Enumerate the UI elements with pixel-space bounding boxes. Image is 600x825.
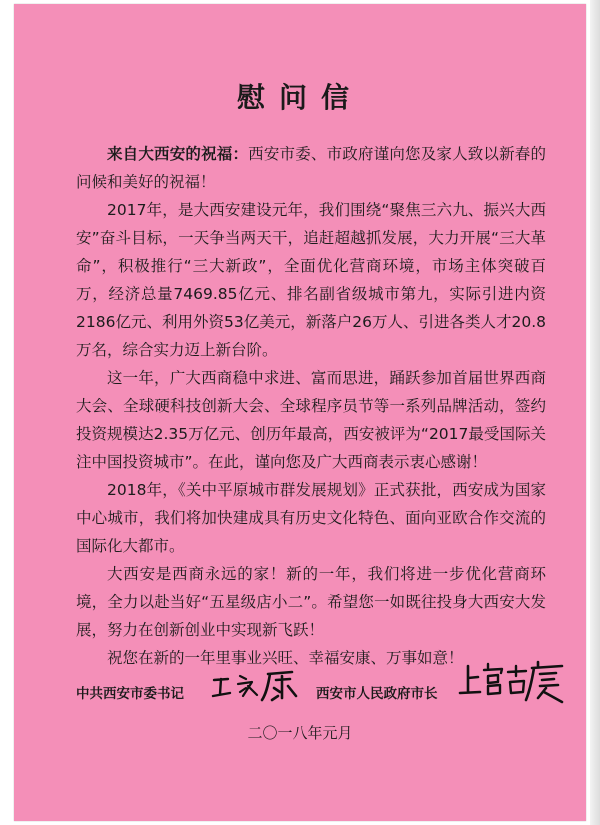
scan-edge <box>590 0 600 825</box>
letter-date: 二〇一八年元月 <box>247 724 353 742</box>
signature-row <box>76 670 556 720</box>
mayor-title: 西安市人民政府市长 <box>316 686 438 702</box>
greeting-lead: 来自大西安的祝福： <box>107 145 249 163</box>
party-secretary-title: 中共西安市委书记 <box>76 686 184 702</box>
mayor-signature <box>458 656 568 710</box>
letter-sheet <box>14 4 586 821</box>
party-secretary-signature <box>210 666 302 708</box>
greeting-paragraph <box>76 140 546 196</box>
letter-title: 慰问信 <box>236 81 363 114</box>
paragraph-home: 大西安是西商永远的家！新的一年，我们将进一步优化营商环境，全力以赴当好“五星级店小二”。希望您一如既往投身大西安大发展，努力在创新创业中实现新飞跃！ <box>76 565 546 639</box>
paragraph-xishang: 这一年，广大西商稳中求进、富而思进，踊跃参加首届世界西商大会、全球硬科技创新大会、全球程序员节等一系列品牌活动，签约投资规模达2.35万亿元、创历年最高，西安被评为“2017最受国际关注中国投资城市”。在此，谨向您及广大西商表示衷心感谢！ <box>76 369 546 471</box>
letter-body <box>76 140 546 672</box>
greeting-text: 西安市委、市政府谨向您及家人致以新春的问候和美好的祝福！ <box>76 145 546 191</box>
paragraph-2018: 2018年，《关中平原城市群发展规划》正式获批，西安成为国家中心城市，我们将加快建成具有历史文化特色、面向亚欧合作交流的国际化大都市。 <box>76 481 546 555</box>
paragraph-2017: 2017年，是大西安建设元年，我们围绕“聚焦三六九、振兴大西安”奋斗目标，一天争当两天干，追赶超越抓发展，大力开展“三大革命”，积极推行“三大新政”，全面优化营商环境，市场主体突破百万，经济总量7469.85亿元、排名副省级城市第九，实际引进内资2186亿元、利用外资53亿美元，新落户26万人、引进各类人才20.8万名，综合实力迈上新台阶。 <box>76 201 546 359</box>
closing-wish: 祝您在新的一年里事业兴旺、幸福安康、万事如意！ <box>107 649 464 667</box>
